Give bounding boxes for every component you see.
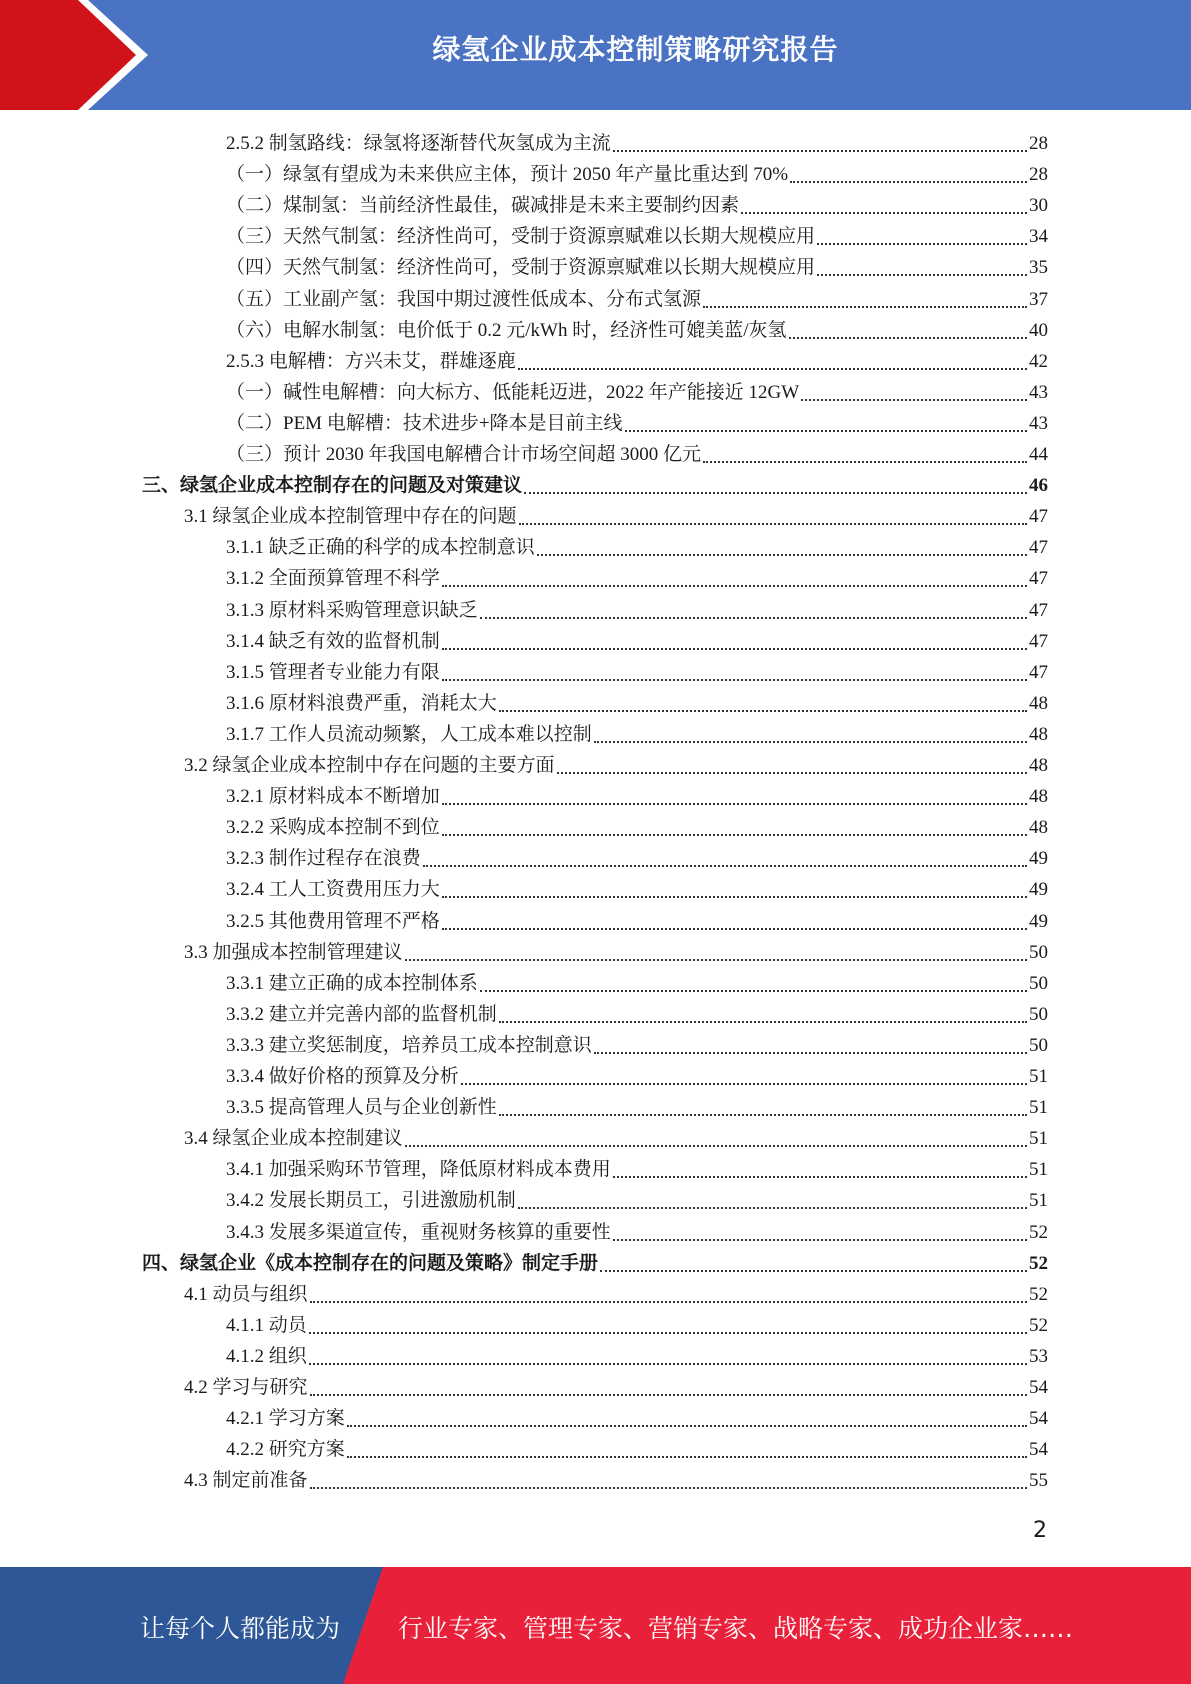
toc-entry-title: 3.3.3 建立奖惩制度，培养员工成本控制意识 [226, 1034, 592, 1056]
toc-entry-page: 42 [1029, 350, 1048, 372]
toc-leader-dots [789, 337, 1028, 339]
toc-entry-page: 51 [1029, 1097, 1048, 1119]
toc-entry[interactable] [226, 1061, 1048, 1092]
footer-slogan-left: 让每个人都能成为 [140, 1614, 341, 1643]
toc-leader-dots [537, 554, 1027, 556]
toc-entry-page: 49 [1029, 848, 1048, 870]
toc-leader-dots [518, 368, 1027, 370]
toc-entry-title: 三、绿氢企业成本控制存在的问题及对策建议 [142, 475, 523, 497]
toc-entry[interactable] [226, 874, 1048, 905]
toc-leader-dots [310, 1487, 1027, 1489]
toc-entry[interactable] [184, 1279, 1048, 1310]
toc-entry[interactable] [184, 1465, 1048, 1496]
toc-leader-dots [480, 990, 1027, 992]
toc-entry-page: 46 [1029, 475, 1048, 497]
toc-leader-dots [480, 617, 1027, 619]
toc-leader-dots [519, 523, 1027, 525]
toc-entry[interactable] [226, 688, 1048, 719]
toc-entry-page: 51 [1029, 1190, 1048, 1212]
toc-entry-title: 3.3 加强成本控制管理建议 [184, 941, 403, 963]
toc-entry-page: 48 [1029, 692, 1048, 714]
toc-entry[interactable] [226, 408, 1048, 439]
toc-entry[interactable] [226, 377, 1048, 408]
toc-leader-dots [594, 741, 1027, 743]
toc-entry-page: 47 [1029, 630, 1048, 652]
toc-entry[interactable] [226, 563, 1048, 594]
toc-leader-dots [310, 1394, 1027, 1396]
toc-leader-dots [625, 430, 1027, 432]
toc-entry-title: 3.1.4 缺乏有效的监督机制 [226, 630, 440, 652]
toc-entry-title: 4.2.2 研究方案 [226, 1439, 345, 1461]
toc-entry[interactable] [142, 470, 1048, 501]
toc-leader-dots [347, 1425, 1027, 1427]
toc-entry[interactable] [226, 252, 1048, 283]
toc-entry[interactable] [226, 1434, 1048, 1465]
toc-entry[interactable] [226, 1310, 1048, 1341]
toc-entry-title: （一）碱性电解槽：向大标方、低能耗迈进，2022 年产能接近 12GW [226, 381, 800, 403]
toc-entry-page: 30 [1029, 195, 1048, 217]
toc-entry-title: 3.1.5 管理者专业能力有限 [226, 661, 440, 683]
toc-entry[interactable] [226, 781, 1048, 812]
toc-entry-title: （五）工业副产氢：我国中期过渡性低成本、分布式氢源 [226, 288, 702, 310]
toc-entry-page: 53 [1029, 1345, 1048, 1367]
toc-entry-page: 50 [1029, 1003, 1048, 1025]
toc-leader-dots [442, 648, 1027, 650]
toc-entry[interactable] [226, 719, 1048, 750]
toc-entry-title: 3.2.1 原材料成本不断增加 [226, 786, 440, 808]
toc-leader-dots [817, 243, 1027, 245]
toc-leader-dots [518, 1207, 1027, 1209]
toc-entry[interactable] [226, 1403, 1048, 1434]
toc-leader-dots [741, 212, 1027, 214]
toc-leader-dots [499, 710, 1027, 712]
toc-leader-dots [790, 181, 1027, 183]
toc-entry-page: 43 [1029, 381, 1048, 403]
toc-entry-page: 47 [1029, 537, 1048, 559]
toc-entry[interactable] [226, 906, 1048, 937]
toc-entry-page: 50 [1029, 1034, 1048, 1056]
toc-entry-page: 49 [1029, 910, 1048, 932]
toc-entry-title: 3.1.2 全面预算管理不科学 [226, 568, 440, 590]
toc-entry-title: 4.1.1 动员 [226, 1314, 307, 1336]
toc-entry[interactable] [226, 657, 1048, 688]
toc-entry[interactable] [226, 968, 1048, 999]
toc-entry[interactable] [226, 315, 1048, 346]
toc-entry-title: （二）煤制氢：当前经济性最佳，碳减排是未来主要制约因素 [226, 195, 740, 217]
toc-entry-page: 40 [1029, 319, 1048, 341]
toc-entry[interactable] [226, 1185, 1048, 1216]
toc-entry-title: 4.1 动员与组织 [184, 1283, 308, 1305]
toc-entry[interactable] [226, 1341, 1048, 1372]
toc-entry[interactable] [226, 159, 1048, 190]
toc-entry[interactable] [184, 1123, 1048, 1154]
red-arrow-decoration [0, 0, 160, 110]
toc-entry-title: 3.1.3 原材料采购管理意识缺乏 [226, 599, 478, 621]
toc-entry-page: 43 [1029, 412, 1048, 434]
toc-leader-dots [703, 461, 1027, 463]
toc-entry[interactable] [226, 595, 1048, 626]
toc-entry-page: 48 [1029, 786, 1048, 808]
toc-entry[interactable] [226, 532, 1048, 563]
toc-entry-title: 四、绿氢企业《成本控制存在的问题及策略》制定手册 [142, 1252, 599, 1274]
toc-leader-dots [594, 1052, 1027, 1054]
toc-leader-dots [703, 306, 1027, 308]
toc-entry[interactable] [184, 1372, 1048, 1403]
toc-entry-title: 2.5.3 电解槽：方兴未艾，群雄逐鹿 [226, 350, 516, 372]
toc-entry-page: 52 [1029, 1283, 1048, 1305]
toc-leader-dots [405, 1145, 1027, 1147]
toc-leader-dots [613, 1239, 1027, 1241]
toc-entry-page: 48 [1029, 817, 1048, 839]
page-number: 2 [1033, 1518, 1047, 1543]
toc-entry-title: 3.3.2 建立并完善内部的监督机制 [226, 1003, 497, 1025]
footer-slogan-right: 行业专家、管理专家、营销专家、战略专家、成功企业家…… [398, 1614, 1074, 1643]
toc-entry[interactable] [226, 843, 1048, 874]
toc-leader-dots [423, 865, 1027, 867]
toc-entry-title: （二）PEM 电解槽：技术进步+降本是目前主线 [226, 412, 623, 434]
toc-entry[interactable] [226, 221, 1048, 252]
toc-entry-page: 47 [1029, 661, 1048, 683]
toc-leader-dots [309, 1363, 1027, 1365]
toc-leader-dots [347, 1456, 1027, 1458]
toc-entry-title: 3.3.5 提高管理人员与企业创新性 [226, 1097, 497, 1119]
toc-leader-dots [442, 928, 1027, 930]
page-header [0, 0, 1191, 110]
toc-entry-title: 4.2.1 学习方案 [226, 1408, 345, 1430]
toc-entry-page: 52 [1029, 1221, 1048, 1243]
toc-entry-title: 3.1.6 原材料浪费严重，消耗太大 [226, 692, 497, 714]
toc-leader-dots [461, 1083, 1027, 1085]
toc-entry-title: 3.3.4 做好价格的预算及分析 [226, 1066, 459, 1087]
toc-entry-title: 3.2 绿氢企业成本控制中存在问题的主要方面 [184, 755, 555, 776]
toc-entry-title: （四）天然气制氢：经济性尚可，受制于资源禀赋难以长期大规模应用 [226, 257, 816, 279]
toc-entry[interactable] [184, 501, 1048, 532]
toc-entry-title: 3.1.7 工作人员流动频繁，人工成本难以控制 [226, 723, 592, 745]
toc-entry-page: 50 [1029, 972, 1048, 994]
toc-leader-dots [499, 1021, 1027, 1023]
toc-entry-title: （三）预计 2030 年我国电解槽合计市场空间超 3000 亿元 [226, 444, 702, 465]
toc-entry-title: 3.4.2 发展长期员工，引进激励机制 [226, 1190, 516, 1212]
toc-entry-title: 2.5.2 制氢路线：绿氢将逐渐替代灰氢成为主流 [226, 133, 611, 154]
toc-leader-dots [442, 803, 1027, 805]
toc-entry-page: 48 [1029, 755, 1048, 776]
toc-entry-title: 3.3.1 建立正确的成本控制体系 [226, 972, 478, 994]
toc-entry-title: （一）绿氢有望成为未来供应主体，预计 2050 年产量比重达到 70% [226, 164, 789, 186]
toc-leader-dots [442, 679, 1027, 681]
toc-entry-title: 4.1.2 组织 [226, 1345, 307, 1367]
toc-entry-page: 28 [1029, 133, 1048, 154]
toc-entry-page: 47 [1029, 568, 1048, 590]
toc-entry-page: 47 [1029, 506, 1048, 528]
toc-entry-page: 54 [1029, 1377, 1048, 1398]
toc-entry[interactable] [226, 1154, 1048, 1185]
toc-entry-page: 37 [1029, 288, 1048, 310]
toc-leader-dots [499, 1114, 1027, 1116]
toc-entry[interactable] [226, 1092, 1048, 1123]
toc-leader-dots [600, 1270, 1027, 1272]
toc-leader-dots [817, 274, 1027, 276]
toc-entry-page: 51 [1029, 1066, 1048, 1087]
toc-leader-dots [524, 492, 1027, 494]
toc-entry[interactable] [226, 1030, 1048, 1061]
toc-entry[interactable] [226, 346, 1048, 377]
toc-entry-title: 4.3 制定前准备 [184, 1470, 308, 1492]
toc-entry[interactable] [226, 626, 1048, 657]
toc-leader-dots [613, 150, 1027, 152]
toc-leader-dots [801, 399, 1027, 401]
toc-entry[interactable] [142, 1248, 1048, 1279]
toc-entry-page: 55 [1029, 1470, 1048, 1492]
toc-entry-page: 47 [1029, 599, 1048, 621]
toc-leader-dots [405, 959, 1027, 961]
toc-entry-page: 51 [1029, 1159, 1048, 1181]
toc-entry-title: 3.4.3 发展多渠道宣传，重视财务核算的重要性 [226, 1221, 611, 1243]
toc-entry-page: 54 [1029, 1408, 1048, 1430]
toc-leader-dots [310, 1301, 1027, 1303]
toc-entry-page: 52 [1029, 1314, 1048, 1336]
toc-entry-page: 34 [1029, 226, 1048, 248]
toc-entry-title: （六）电解水制氢：电价低于 0.2 元/kWh 时，经济性可媲美蓝/灰氢 [226, 319, 787, 341]
toc-entry-page: 48 [1029, 723, 1048, 745]
toc-leader-dots [309, 1332, 1027, 1334]
toc-entry-page: 50 [1029, 941, 1048, 963]
toc-entry-title: 3.1.1 缺乏正确的科学的成本控制意识 [226, 537, 535, 559]
toc-entry-title: 3.2.5 其他费用管理不严格 [226, 910, 440, 932]
page-footer [0, 1567, 1191, 1684]
toc-entry[interactable] [226, 439, 1048, 470]
toc-entry-page: 51 [1029, 1128, 1048, 1150]
toc-entry[interactable] [226, 284, 1048, 315]
toc-leader-dots [557, 772, 1027, 774]
report-title: 绿氢企业成本控制策略研究报告 [432, 33, 839, 66]
toc-entry-title: 4.2 学习与研究 [184, 1377, 308, 1398]
toc-entry-title: 3.4.1 加强采购环节管理，降低原材料成本费用 [226, 1159, 611, 1181]
toc-entry-page: 54 [1029, 1439, 1048, 1461]
toc-entry-title: （三）天然气制氢：经济性尚可，受制于资源禀赋难以长期大规模应用 [226, 226, 816, 248]
toc-entry-title: 3.2.3 制作过程存在浪费 [226, 848, 421, 870]
toc-entry-page: 28 [1029, 164, 1048, 186]
toc-entry-page: 35 [1029, 257, 1048, 279]
toc-entry-title: 3.2.4 工人工资费用压力大 [226, 879, 440, 901]
toc-entry-page: 52 [1029, 1252, 1048, 1274]
toc-entry-title: 3.1 绿氢企业成本控制管理中存在的问题 [184, 506, 517, 528]
toc-entry[interactable] [226, 812, 1048, 843]
toc-entry[interactable] [226, 190, 1048, 221]
toc-leader-dots [442, 834, 1027, 836]
toc-entry[interactable] [184, 937, 1048, 968]
toc-entry[interactable] [184, 750, 1048, 781]
toc-entry[interactable] [226, 1217, 1048, 1248]
toc-entry-page: 49 [1029, 879, 1048, 901]
toc-entry-page: 44 [1029, 444, 1048, 465]
toc-leader-dots [442, 896, 1027, 898]
toc-entry[interactable] [226, 999, 1048, 1030]
toc-entry-title: 3.4 绿氢企业成本控制建议 [184, 1128, 403, 1150]
toc-leader-dots [442, 585, 1027, 587]
toc-entry[interactable] [226, 128, 1048, 159]
toc-leader-dots [613, 1176, 1027, 1178]
toc-entry-title: 3.2.2 采购成本控制不到位 [226, 817, 440, 839]
